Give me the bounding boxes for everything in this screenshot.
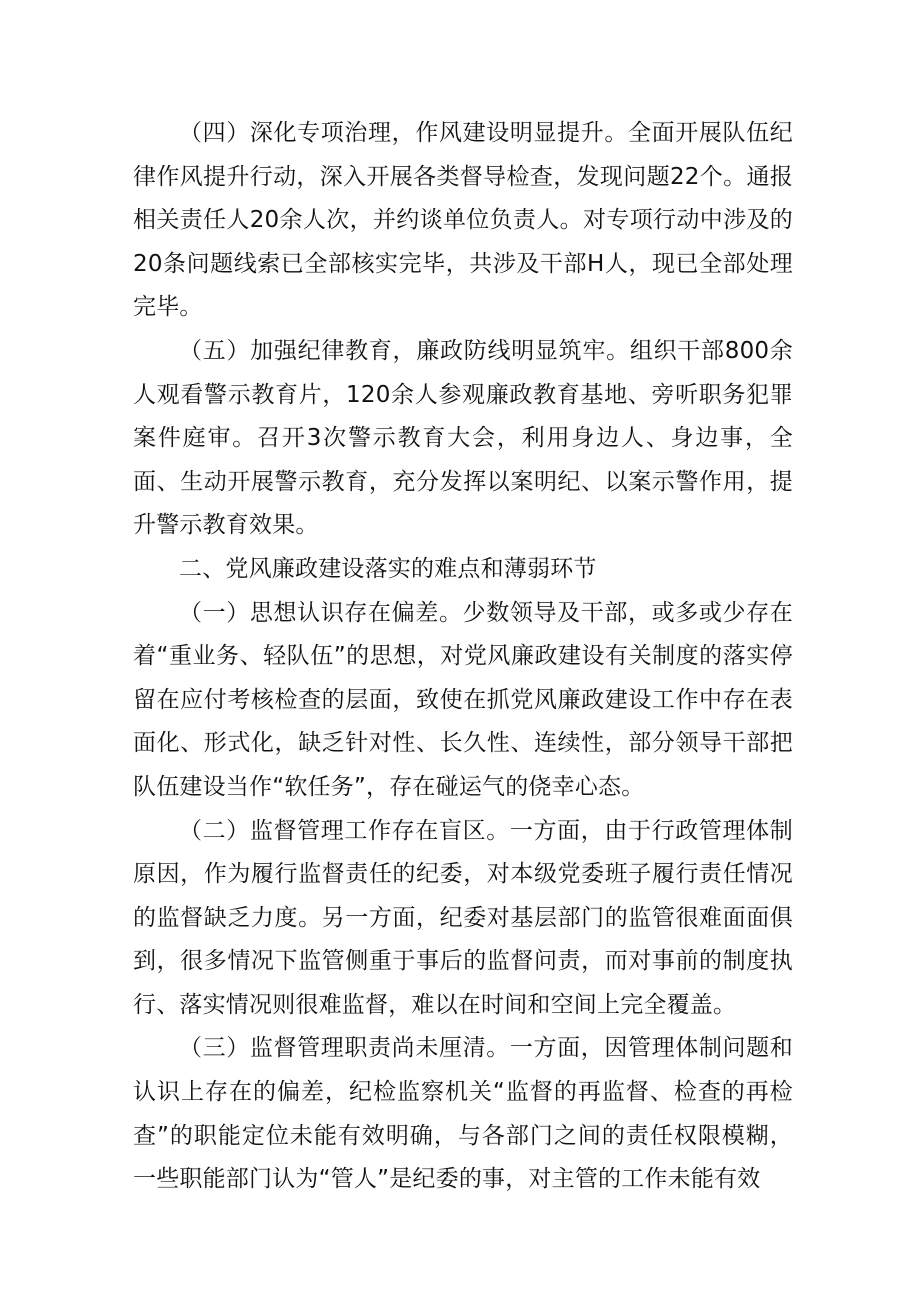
paragraph-section-4: （四）深化专项治理，作风建设明显提升。全面开展队伍纪律作风提升行动，深入开展各类督导检查，发现问题22个。通报相关责任人20余人次，并约谈单位负责人。对专项行动中涉及的20条问题线索已全部核实完毕，共涉及干部H人，现已全部处理完毕。	[133, 120, 793, 321]
document-body	[133, 112, 793, 1202]
paragraph-subsection-2: （二）监督管理工作存在盲区。一方面，由于行政管理体制原因，作为履行监督责任的纪委，对本级党委班子履行责任情况的监督缺乏力度。另一方面，纪委对基层部门的监管很难面面俱到，很多情况下监管侧重于事后的监督问责，而对事前的制度执行、落实情况则很难监督，难以在时间和空间上完全覆盖。	[133, 817, 793, 1018]
paragraph-section-5: （五）加强纪律教育，廉政防线明显筑牢。组织干部800余人观看警示教育片，120余人参观廉政教育基地、旁听职务犯罪案件庭审。召开3次警示教育大会，利用身边人、身边事，全面、生动开展警示教育，充分发挥以案明纪、以案示警作用，提升警示教育效果。	[133, 337, 793, 539]
paragraph-subsection-3: （三）监督管理职责尚未厘清。一方面，因管理体制问题和认识上存在的偏差，纪检监察机关“监督的再监督、检查的再检查”的职能定位未能有效明确，与各部门之间的责任权限模糊，一些职能部门认为“管人”是纪委的事，对主管的工作未能有效	[133, 1035, 793, 1193]
paragraph-subsection-1: （一）思想认识存在偏差。少数领导及干部，或多或少存在着“重业务、轻队伍”的思想，对党风廉政建设有关制度的落实停留在应付考核检查的层面，致使在抓党风廉政建设工作中存在表面化、形式化，缺乏针对性、长久性、连续性，部分领导干部把队伍建设当作“软任务”，存在碰运气的侥幸心态。	[133, 599, 793, 800]
section-heading-2: 二、党风廉政建设落实的难点和薄弱环节	[179, 555, 597, 582]
